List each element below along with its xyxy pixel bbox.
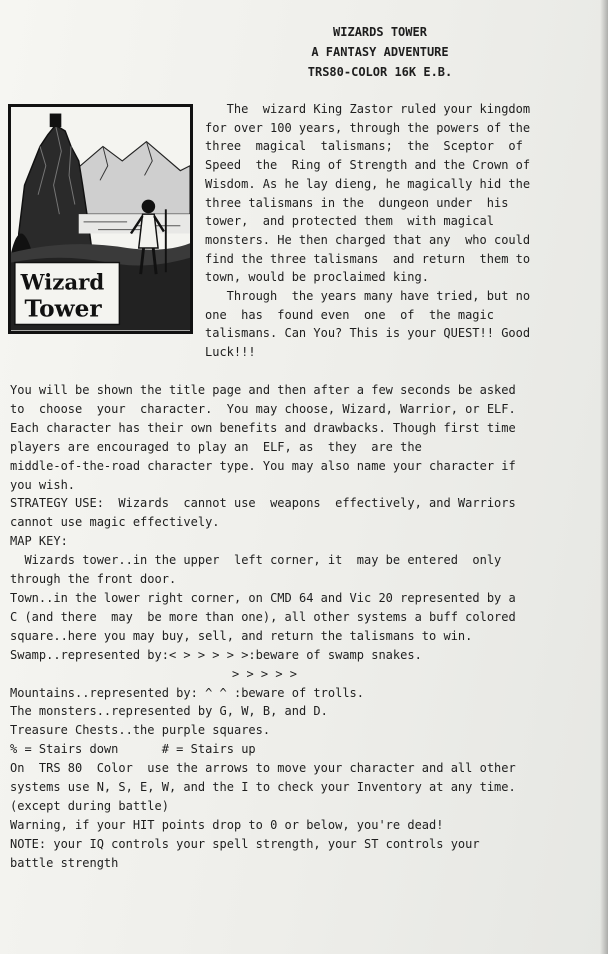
body-line: Treasure Chests..the purple squares. (10, 723, 271, 738)
document-header (250, 22, 510, 82)
body-line: Swamp..represented by:< > > > > >:beware of swamp snakes. (10, 647, 422, 662)
intro-line: for over 100 years, through the powers of the (205, 120, 531, 135)
intro-line: Wisdom. As he lay dieng, he magically hid the (205, 176, 531, 191)
body-line: Mountains..represented by: ^ ^ :beware of trolls. (10, 685, 365, 700)
logo-word-1: Wizard (20, 270, 105, 296)
body-line: STRATEGY USE: Wizards cannot use weapons effectively, and Warriors (10, 496, 516, 511)
body-line: through the front door. (10, 572, 177, 587)
body-line: systems use N, S, E, W, and the I to check your Inventory at any time. (10, 780, 516, 795)
logo-word-2: Tower (24, 295, 102, 323)
body-line: (except during battle) (10, 798, 169, 813)
swamp-arrows-line: > > > > > (232, 666, 298, 681)
intro-line: town, would be proclaimed king. (205, 270, 429, 285)
wizard-tower-logo (8, 104, 193, 334)
body-line: On TRS 80 Color use the arrows to move your character and all other (10, 761, 516, 776)
intro-line: three magical talismans; the Sceptor of (205, 139, 523, 154)
body-line: The monsters..represented by G, W, B, and D. (10, 704, 328, 719)
page-edge-shadow (600, 0, 608, 954)
body-line: Each character has their own benefits and drawbacks. Though first time (10, 420, 516, 435)
intro-line: Speed the Ring of Strength and the Crown of (205, 158, 531, 173)
intro-line: find the three talismans and return them to (205, 251, 531, 266)
intro-line: tower, and protected them with magical (205, 214, 494, 229)
body-line: MAP KEY: (10, 534, 68, 549)
intro-line: Luck!!! (205, 345, 256, 360)
intro-line: one has found even one of the magic (205, 307, 494, 322)
body-line: % = Stairs down # = Stairs up (10, 742, 256, 757)
document-subtitle: A FANTASY ADVENTURE (311, 45, 449, 59)
body-line: you wish. (10, 477, 76, 492)
body-line: Town..in the lower right corner, on CMD 64 and Vic 20 represented by a (10, 590, 516, 605)
body-line: middle-of-the-road character type. You may also name your character if (10, 458, 516, 473)
intro-line: The wizard King Zastor ruled your kingdom (205, 102, 531, 116)
intro-line: talismans. Can You? This is your QUEST!! Good (205, 326, 531, 341)
body-line: Warning, if your HIT points drop to 0 or below, you're dead! (10, 817, 444, 832)
intro-paragraph (205, 100, 555, 362)
body-line: NOTE: your IQ controls your spell strength, your ST controls your (10, 836, 480, 851)
body-line: battle strength (10, 855, 119, 870)
body-line: You will be shown the title page and then after a few seconds be asked (10, 383, 516, 397)
body-line: Wizards tower..in the upper left corner, it may be entered only (10, 553, 502, 568)
document-title: WIZARDS TOWER (333, 25, 427, 39)
body-line: square..here you may buy, sell, and return the talismans to win. (10, 628, 473, 643)
intro-line: three talismans in the dungeon under his (205, 195, 509, 210)
body-line: to choose your character. You may choose, Wizard, Warrior, or ELF. (10, 401, 516, 416)
body-line: cannot use magic effectively. (10, 515, 220, 530)
body-line: players are encouraged to play an ELF, as they are the (10, 439, 422, 454)
instructions-body (10, 381, 595, 873)
intro-line: monsters. He then charged that any who could (205, 232, 531, 247)
intro-line: Through the years many have tried, but no (205, 289, 531, 304)
document-platform: TRS80-COLOR 16K E.B. (307, 65, 453, 79)
logo-illustration (11, 107, 190, 331)
body-line: C (and there may be more than one), all other systems a buff colored (10, 609, 516, 624)
